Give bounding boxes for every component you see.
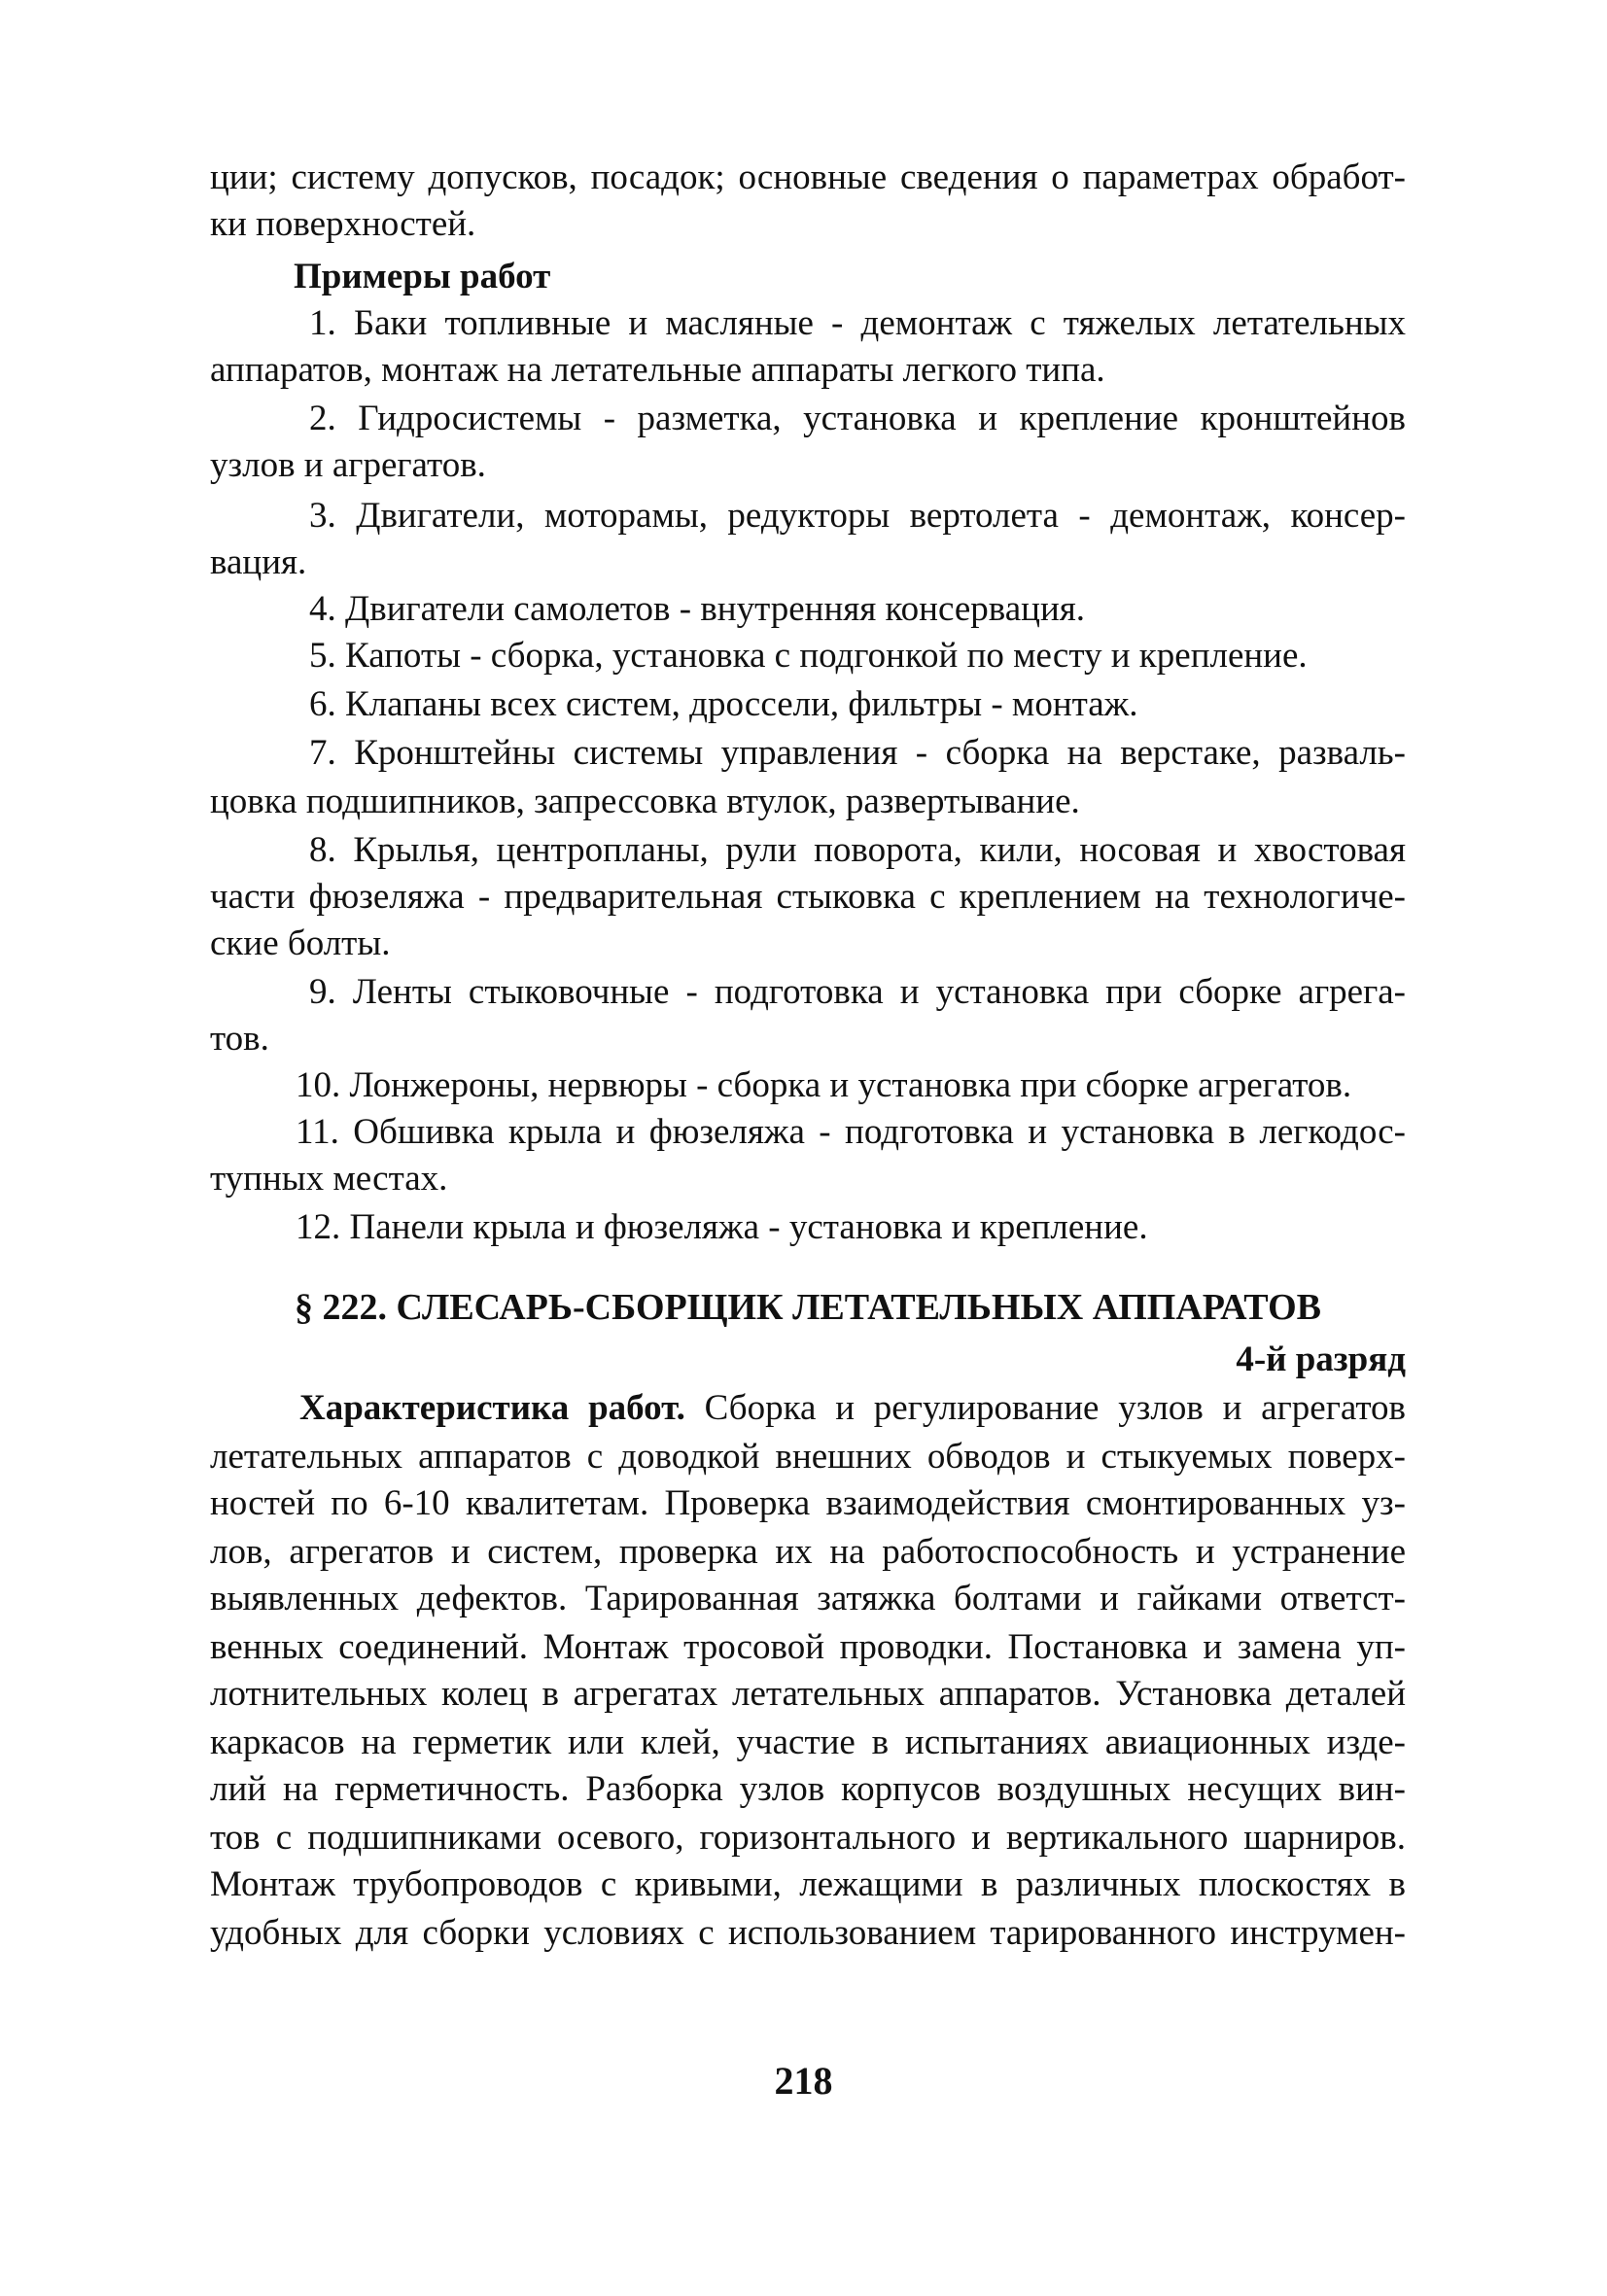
example-item-line: 10. Лонжероны, нервюры - сборка и установка при сборке агрегатов. [296, 1065, 1352, 1105]
char-line: Монтаж трубопроводов с кривыми, лежащими в различных плоскостях в [210, 1864, 1406, 1904]
char-line: каркасов на герметик или клей, участие в испытаниях авиационных изде- [210, 1722, 1406, 1762]
example-item-line: вация. [210, 542, 307, 582]
char-line: лий на герметичность. Разборка узлов корпусов воздушных несущих вин- [210, 1769, 1406, 1809]
page-number: 218 [774, 2059, 833, 2103]
text-line: ции; систему допусков, посадок; основные сведения о параметрах обработ- [210, 157, 1406, 197]
example-item-line: тупных местах. [210, 1159, 448, 1199]
char-line: выявленных дефектов. Тарированная затяжка болтами и гайками ответст- [210, 1579, 1406, 1618]
example-item-line: цовка подшипников, запрессовка втулок, развертывание. [210, 782, 1080, 821]
example-item-line: 12. Панели крыла и фюзеляжа - установка и крепление. [296, 1207, 1148, 1247]
example-item-line: 7. Кронштейны системы управления - сборка на верстаке, разваль- [309, 733, 1406, 773]
char-line: лотнительных колец в агрегатах летательных аппаратов. Установка деталей [210, 1674, 1406, 1714]
char-first-rest: Сборка и регулирование узлов и агрегатов [704, 1388, 1406, 1428]
example-item-line: 9. Ленты стыковочные - подготовка и установка при сборке агрега- [309, 972, 1406, 1012]
example-item-line: 6. Клапаны всех систем, дроссели, фильтры - монтаж. [309, 684, 1138, 724]
example-item-line: 11. Обшивка крыла и фюзеляжа - подготовка и установка в легкодос- [296, 1112, 1406, 1152]
example-item-line: 4. Двигатели самолетов - внутренняя консервация. [309, 589, 1086, 629]
example-item-line: ские болты. [210, 923, 391, 963]
example-item-line: узлов и агрегатов. [210, 445, 486, 485]
example-item-line: 3. Двигатели, моторамы, редукторы вертолета - демонтаж, консер- [309, 496, 1406, 536]
char-line: летательных аппаратов с доводкой внешних обводов и стыкуемых поверх- [210, 1437, 1406, 1477]
char-line: ностей по 6-10 квалитетам. Проверка взаимодействия смонтированных уз- [210, 1483, 1406, 1523]
example-item-line: 8. Крылья, центропланы, рули поворота, кили, носовая и хвостовая [309, 830, 1406, 870]
example-item-line: аппаратов, монтаж на летательные аппараты легкого типа. [210, 350, 1105, 390]
char-line: лов, агрегатов и систем, проверка их на работоспособность и устранение [210, 1532, 1406, 1572]
example-item-line: части фюзеляжа - предварительная стыковка с креплением на технологиче- [210, 877, 1406, 917]
example-item-line: 5. Капоты - сборка, установка с подгонкой по месту и крепление. [309, 636, 1308, 676]
section-heading: § 222. СЛЕСАРЬ-СБОРЩИК ЛЕТАТЕЛЬНЫХ АППАРАТОВ [295, 1287, 1321, 1328]
char-label: Характеристика работ. [299, 1388, 685, 1428]
char-line: венных соединений. Монтаж тросовой проводки. Постановка и замена уп- [210, 1627, 1406, 1667]
example-item-line: тов. [210, 1019, 269, 1059]
example-item-line: 2. Гидросистемы - разметка, установка и крепление кронштейнов [309, 399, 1406, 438]
examples-title: Примеры работ [294, 257, 551, 296]
char-line: тов с подшипниками осевого, горизонтального и вертикального шарниров. [210, 1818, 1406, 1858]
example-item-line: 1. Баки топливные и масляные - демонтаж с тяжелых летательных [309, 303, 1406, 343]
char-line: удобных для сборки условиях с использованием тарированного инструмен- [210, 1913, 1406, 1953]
char-first-line [299, 1386, 1406, 1431]
text-line: ки поверхностей. [210, 204, 476, 244]
grade-label: 4-й разряд [1236, 1339, 1406, 1379]
